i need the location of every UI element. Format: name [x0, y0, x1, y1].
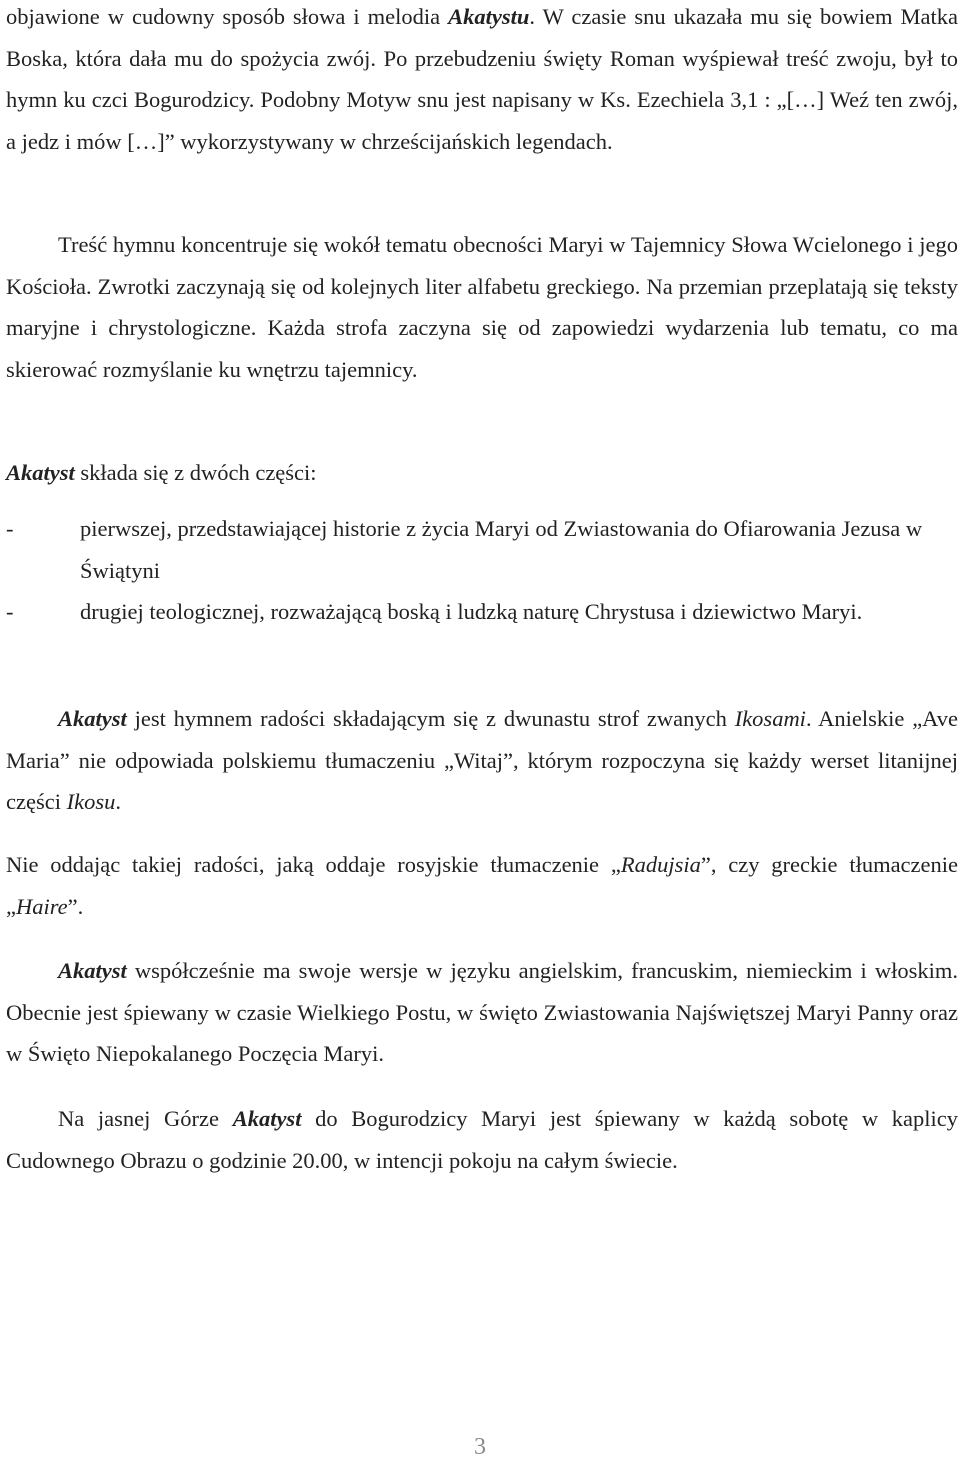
emphasis-akatyst: Akatystu	[448, 4, 530, 29]
text-run: składa się z dwóch części:	[74, 460, 317, 485]
text-run: .	[115, 789, 121, 814]
emphasis-akatyst: Akatyst	[6, 460, 75, 485]
text-run: Na jasnej Górze	[58, 1106, 233, 1131]
italic-ikosu: Ikosu	[66, 789, 116, 814]
text-run: . W czasie snu ukazała mu się bowiem Matka Boska, która dała mu do spożycia zwój. Po przebudzeniu święty Roman wyśpiewał treść zwoju, był to hymn ku czci Bogurodzicy. Podobny Motyw snu jest napisany w Ks. Ezechiela 3,1 : „[…] Weź ten zwój, a jedz i mów […]” wykorzystywany w chrześcijańskich legendach.	[6, 4, 958, 154]
paragraph-akatyst-origin	[6, 0, 958, 162]
list-dash: -	[6, 516, 14, 541]
text-run: jest hymnem radości składającym się z dwunastu strof zwanych	[126, 706, 735, 731]
paragraph-jasna-gora	[6, 1098, 958, 1181]
text-run: współcześnie ma swoje wersje w języku angielskim, francuskim, niemieckim i włoskim. Obecnie jest śpiewany w czasie Wielkiego Postu, w święto Zwiastowania Najświętszej Maryi Panny oraz w Święto Niepokalanego Poczęcia Maryi.	[6, 958, 958, 1066]
list-item	[6, 591, 958, 633]
text-run: ”.	[67, 893, 84, 919]
text-run: objawione w cudowny sposób słowa i melodia	[6, 4, 449, 29]
emphasis-akatyst: Akatyst	[58, 958, 127, 983]
text-run: do Bogurodzicy Maryi jest śpiewany w każdą sobotę w kaplicy Cudownego Obrazu o godzinie 20.00, w intencji pokoju na całym świecie.	[6, 1106, 958, 1173]
list-item	[6, 508, 958, 591]
paragraph-akatyst-parts	[6, 452, 958, 494]
emphasis-akatyst: Akatyst	[232, 1106, 302, 1131]
emphasis-akatyst: Akatyst	[58, 706, 127, 731]
text-run: ”, czy greckie tłumaczenie „	[6, 852, 959, 919]
text-run: . Anielskie „Ave Maria” nie odpowiada polskiemu tłumaczeniu „Witaj”, którym rozpoczyna się każdy werset litanijnej części	[6, 706, 958, 814]
italic-ikosami: Ikosami	[734, 706, 806, 731]
parts-list	[6, 508, 958, 633]
paragraph-translations	[6, 844, 958, 927]
list-dash: -	[6, 599, 14, 624]
paragraph-modern-versions	[6, 950, 958, 1075]
list-item-text: pierwszej, przedstawiającej historie z życia Maryi od Zwiastowania do Ofiarowania Jezusa w Świątyni	[80, 516, 923, 583]
italic-radujsia: Radujsia	[620, 852, 701, 877]
paragraph-hymn-content: Treść hymnu koncentruje się wokół tematu obecności Maryi w Tajemnicy Słowa Wcielonego i jego Kościoła. Zwrotki zaczynają się od kolejnych liter alfabetu greckiego. Na przemian przeplatają się teksty maryjne i chrystologiczne. Każda strofa zaczyna się od zapowiedzi wydarzenia lub tematu, co ma skierować rozmyślanie ku wnętrzu tajemnicy.	[6, 232, 958, 382]
page-number: 3	[474, 1434, 486, 1460]
text-run: Nie oddając takiej radości, jaką oddaje rosyjskie tłumaczenie „	[6, 852, 621, 877]
paragraph-hymn-of-joy	[6, 698, 958, 823]
italic-haire: Haire	[16, 893, 68, 919]
list-item-text: drugiej teologicznej, rozważającą boską i ludzką naturę Chrystusa i dziewictwo Maryi.	[80, 599, 863, 624]
